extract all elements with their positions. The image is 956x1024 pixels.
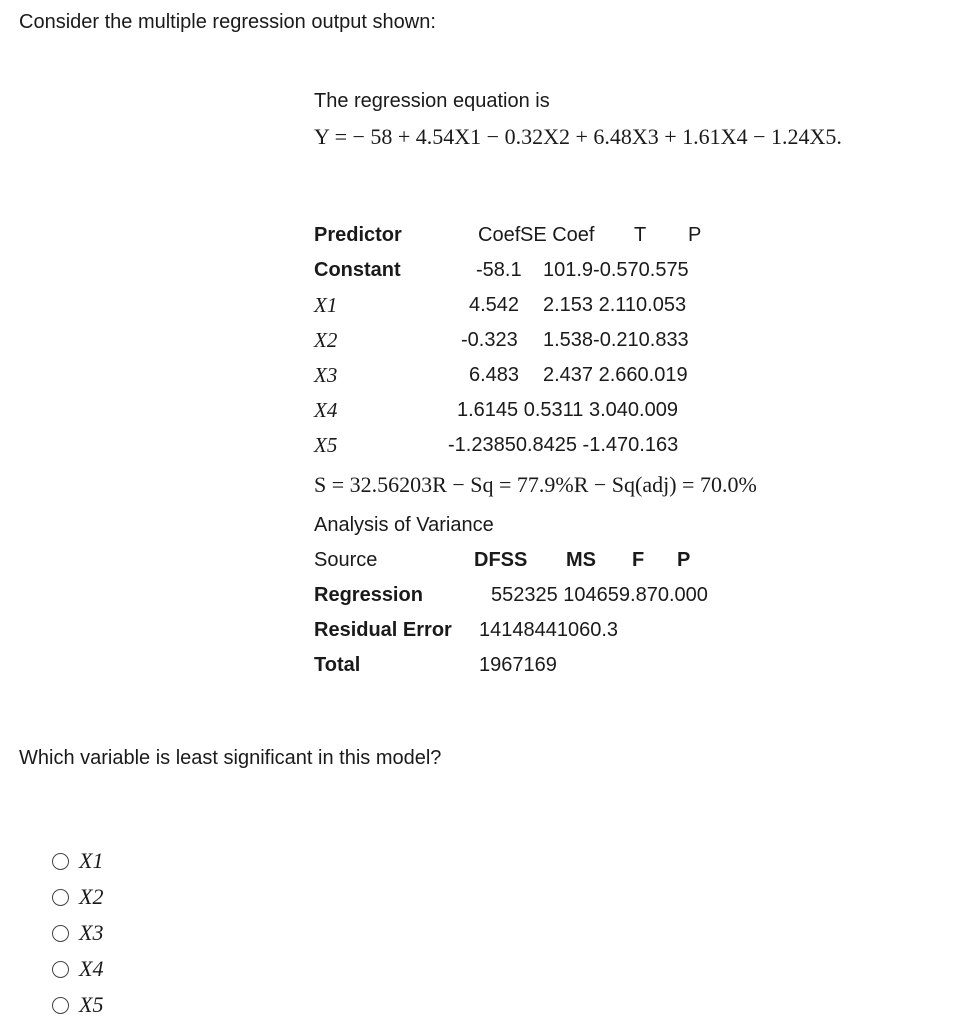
radio-circle-icon[interactable]: [52, 997, 69, 1014]
anova-row-total-label: Total: [314, 654, 361, 676]
anova-header-dfss: DFSS: [474, 549, 528, 571]
row-constant-label: Constant: [314, 259, 401, 281]
option-label: X5: [79, 992, 104, 1017]
option-label: X4: [79, 956, 104, 981]
option-label: X3: [79, 920, 104, 945]
row-x1-coef: 4.542: [469, 294, 520, 316]
row-x2-coef: -0.323: [461, 329, 518, 351]
option-x3[interactable]: [52, 918, 103, 948]
row-constant-stats: 101.9-0.570.575: [543, 259, 689, 281]
fit-statistics: S = 32.56203R − Sq = 77.9%R − Sq(adj) = 70.0%: [314, 472, 757, 497]
row-x5-label: X5: [314, 433, 338, 457]
header-coef: Coef: [478, 224, 521, 246]
row-x5-values: -1.23850.8425 -1.470.163: [448, 434, 679, 456]
anova-row-residual-values: 14148441060.3: [479, 619, 619, 641]
option-label: X2: [79, 884, 104, 909]
radio-circle-icon[interactable]: [52, 853, 69, 870]
row-x2-stats: 1.538-0.210.833: [543, 329, 689, 351]
anova-row-regression-label: Regression: [314, 584, 423, 606]
anova-header-f: F: [632, 549, 645, 571]
header-p: P: [688, 224, 702, 246]
radio-circle-icon[interactable]: [52, 889, 69, 906]
anova-source-header: Source: [314, 549, 378, 571]
option-x4[interactable]: [52, 954, 103, 984]
question-intro: Consider the multiple regression output shown:: [19, 11, 436, 33]
radio-circle-icon[interactable]: [52, 925, 69, 942]
row-constant-coef: -58.1: [476, 259, 522, 281]
row-x3-stats: 2.437 2.660.019: [543, 364, 688, 386]
anova-row-regression-values: 552325 104659.870.000: [491, 584, 708, 606]
anova-header-p: P: [677, 549, 691, 571]
option-x5[interactable]: [52, 990, 103, 1020]
row-x3-label: X3: [314, 363, 338, 387]
row-x4-label: X4: [314, 398, 338, 422]
option-x2[interactable]: [52, 882, 103, 912]
header-se-coef: SE Coef: [520, 224, 595, 246]
option-label: X1: [79, 848, 104, 873]
radio-circle-icon[interactable]: [52, 961, 69, 978]
row-x4-values: 1.6145 0.5311 3.040.009: [457, 399, 678, 421]
anova-row-residual-label: Residual Error: [314, 619, 452, 641]
option-x1[interactable]: [52, 846, 103, 876]
header-predictor: Predictor: [314, 224, 402, 246]
row-x1-stats: 2.153 2.110.053: [543, 294, 687, 316]
anova-row-total-values: 1967169: [479, 654, 557, 676]
row-x2-label: X2: [314, 328, 338, 352]
regression-equation: Y = − 58 + 4.54X1 − 0.32X2 + 6.48X3 + 1.61X4 − 1.24X5.: [314, 124, 842, 149]
equation-label: The regression equation is: [314, 90, 550, 112]
anova-title: Analysis of Variance: [314, 514, 494, 536]
header-t: T: [634, 224, 647, 246]
row-x3-coef: 6.483: [469, 364, 520, 386]
row-x1-label: X1: [314, 293, 338, 317]
anova-header-ms: MS: [566, 549, 596, 571]
question-text: Which variable is least significant in this model?: [19, 747, 442, 769]
